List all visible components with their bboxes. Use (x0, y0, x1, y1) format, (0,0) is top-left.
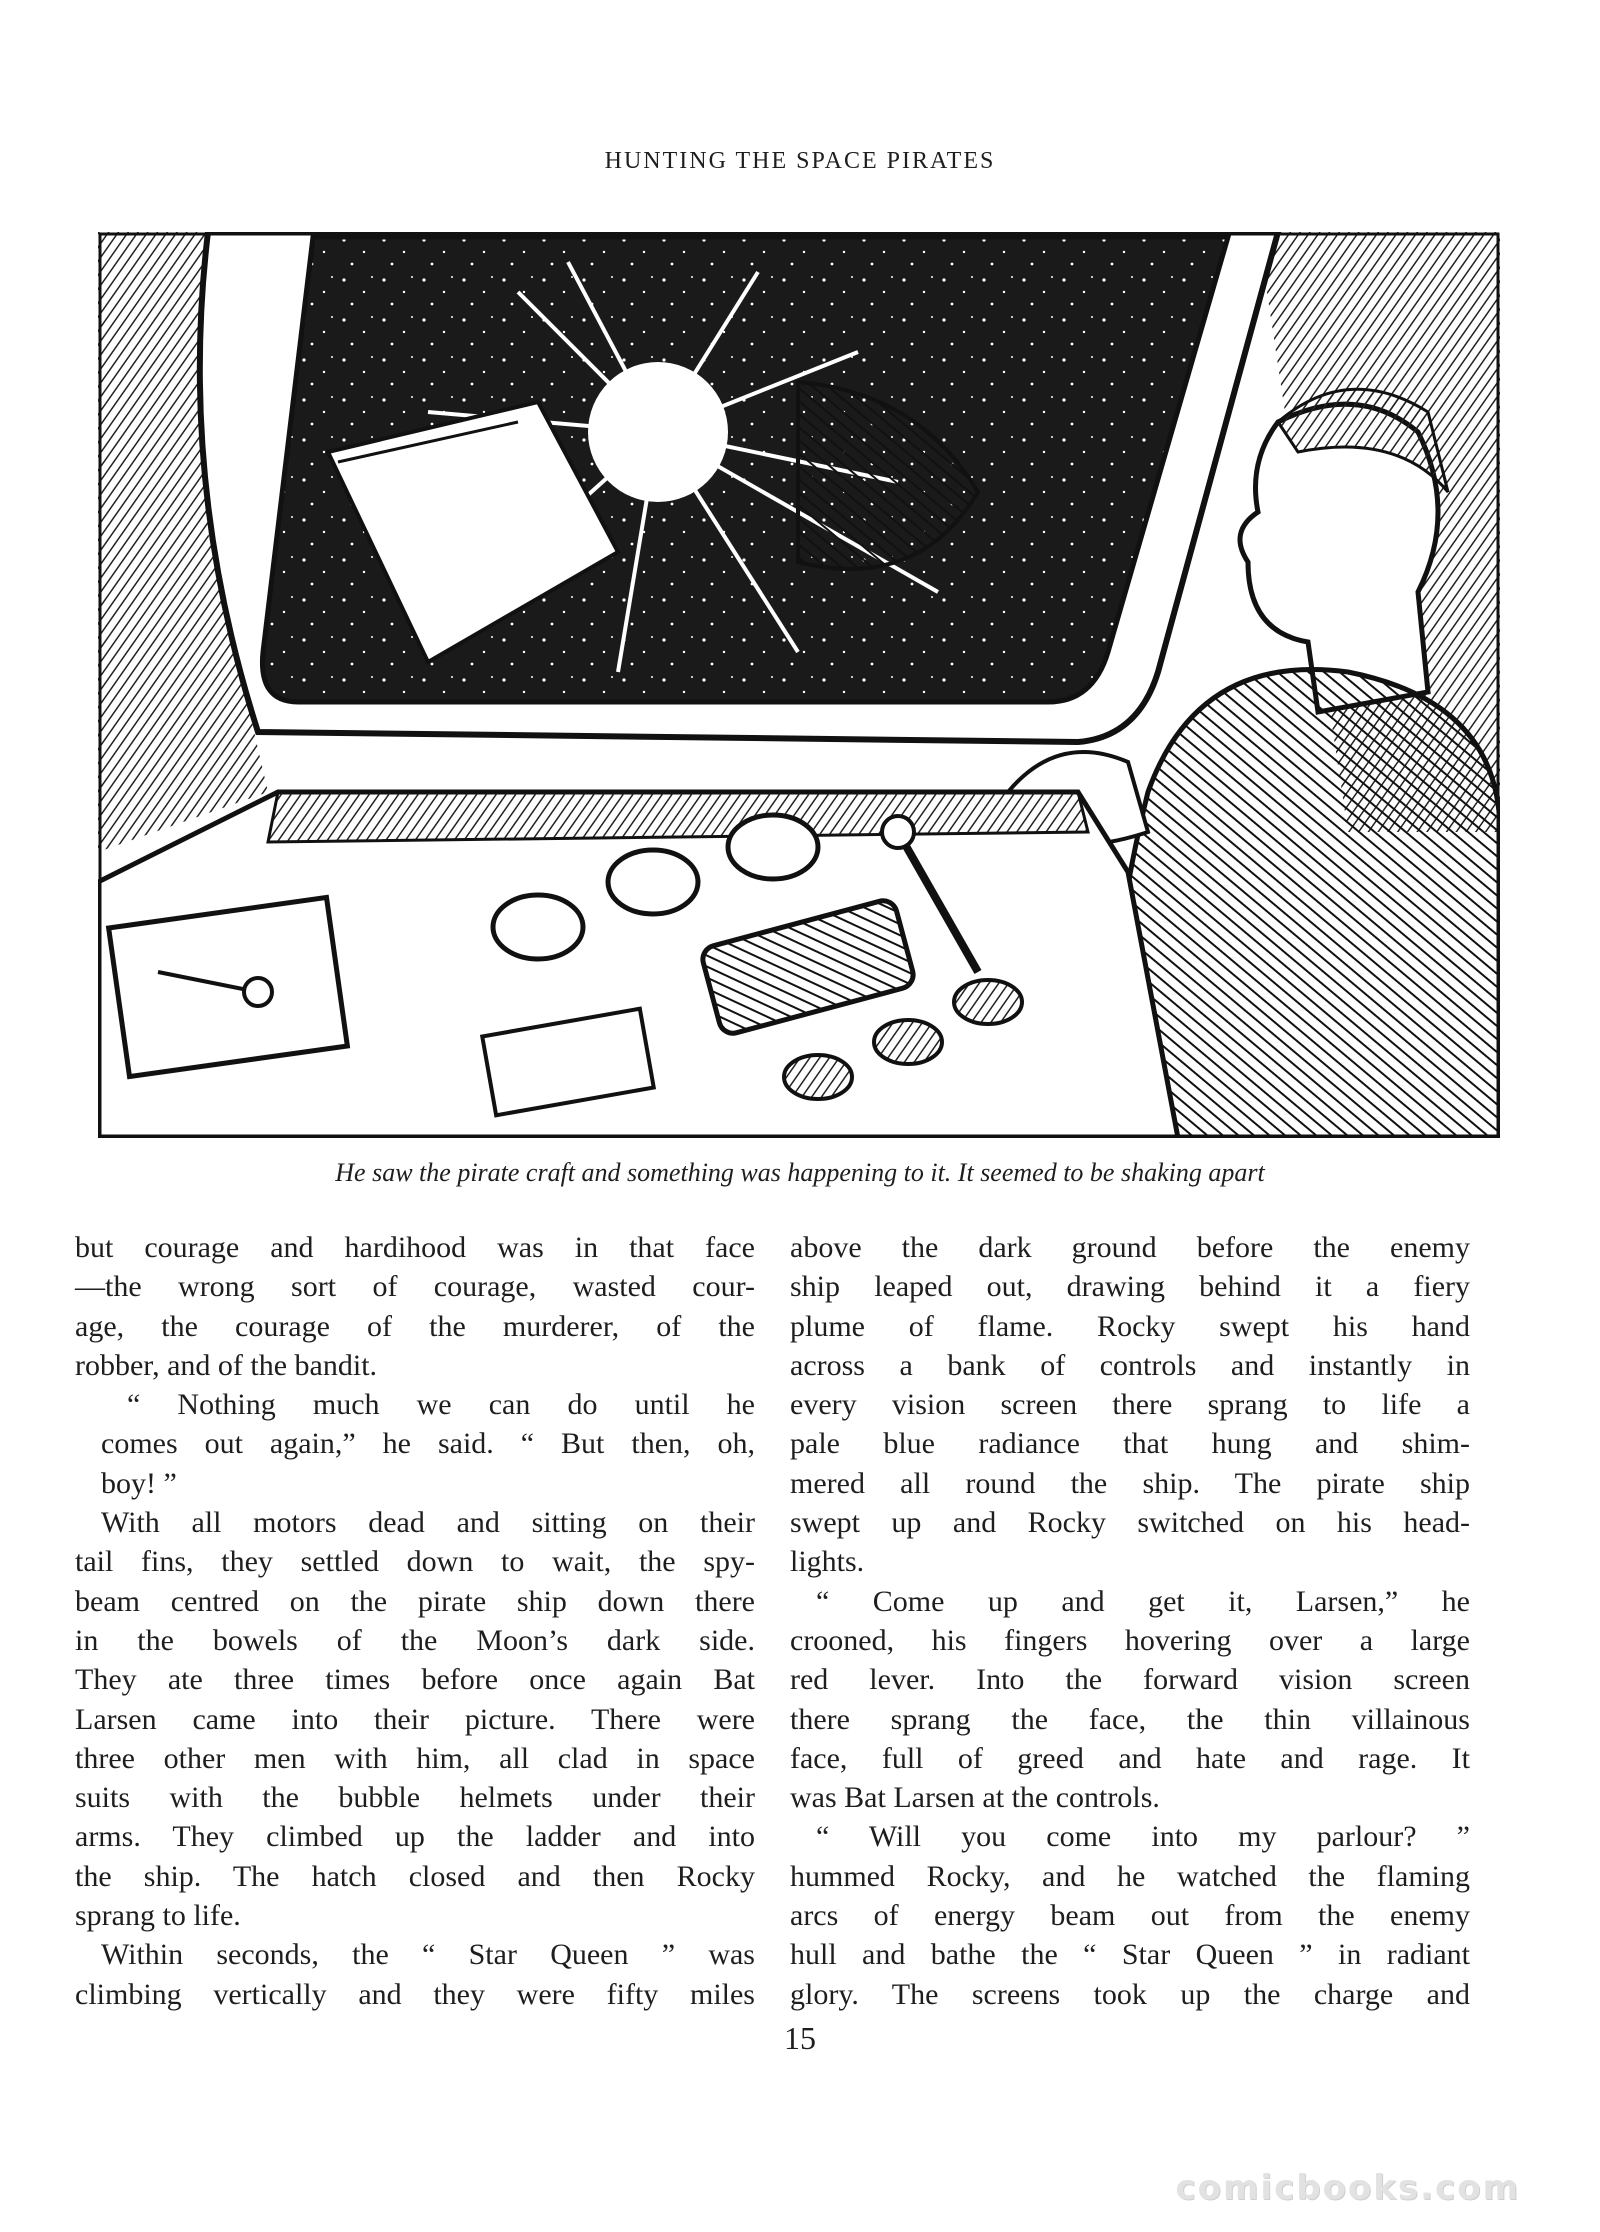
paragraph (75, 1935, 755, 2014)
text-line: swept up and Rocky switched on his head- (790, 1506, 1470, 1540)
text-line: mered all round the ship. The pirate ship (790, 1466, 1470, 1500)
text-line: face, full of greed and hate and rage. It (790, 1741, 1470, 1775)
text-line: above the dark ground before the enemy (790, 1231, 1470, 1264)
cockpit-illustration-svg (98, 232, 1500, 1138)
text-line: Within seconds, the “ Star Queen ” was (101, 1938, 755, 1972)
text-line: comes out again,” he said. “ But then, oh, (101, 1427, 755, 1461)
text-line: arms. They climbed up the ladder and into (75, 1820, 755, 1854)
text-line: robber, and of the bandit. (75, 1348, 378, 1382)
illustration-caption: He saw the pirate craft and something was happening to it. It seemed to be shaking apart (335, 1158, 1265, 1187)
text-line: but courage and hardihood was in that face (75, 1231, 755, 1264)
text-line: boy! ” (101, 1466, 177, 1500)
text-line: lights. (790, 1545, 865, 1579)
text-line: every vision screen there sprang to life a (790, 1388, 1470, 1422)
text-line: beam centred on the pirate ship down there (75, 1584, 755, 1618)
text-line: climbing vertically and they were fifty miles (75, 1977, 755, 2011)
left-column (75, 1228, 755, 2014)
text-line: there sprang the face, the thin villainous (790, 1702, 1470, 1736)
text-line: three other men with him, all clad in space (75, 1741, 755, 1775)
paragraph (75, 1385, 755, 1503)
text-line: “ Nothing much we can do until he (127, 1388, 755, 1422)
text-line: With all motors dead and sitting on their (101, 1506, 755, 1540)
text-line: hull and bathe the “ Star Queen ” in radiant (790, 1938, 1470, 1972)
text-line: pale blue radiance that hung and shim- (790, 1427, 1470, 1461)
text-line: sprang to life. (75, 1899, 241, 1933)
paragraph (75, 1228, 755, 1385)
text-line: plume of flame. Rocky swept his hand (790, 1309, 1470, 1343)
paragraph (790, 1582, 1470, 1818)
text-line: arcs of energy beam out from the enemy (790, 1899, 1470, 1933)
cockpit-illustration (98, 232, 1500, 1138)
text-line: red lever. Into the forward vision screen (790, 1663, 1470, 1697)
text-line: glory. The screens took up the charge and (790, 1977, 1470, 2011)
text-line: hummed Rocky, and he watched the flaming (790, 1859, 1470, 1893)
text-line: was Bat Larsen at the controls. (790, 1781, 1160, 1815)
running-head: HUNTING THE SPACE PIRATES (604, 148, 996, 174)
text-line: tail fins, they settled down to wait, the spy- (75, 1545, 755, 1579)
text-line: —the wrong sort of courage, wasted cour- (75, 1270, 755, 1304)
paragraph (790, 1817, 1470, 2013)
text-line: suits with the bubble helmets under their (75, 1781, 755, 1815)
text-line: across a bank of controls and instantly in (790, 1348, 1470, 1382)
page-number: 15 (784, 2020, 816, 2056)
paragraph (75, 1503, 755, 1935)
text-line: They ate three times before once again Bat (75, 1663, 755, 1697)
text-line: the ship. The hatch closed and then Rocky (75, 1859, 755, 1893)
watermark-logo: comicbooks.com (1175, 2168, 1520, 2208)
text-line: “ Come up and get it, Larsen,” he (816, 1584, 1470, 1618)
text-line: Larsen came into their picture. There were (75, 1702, 755, 1736)
text-line: “ Will you come into my parlour? ” (816, 1820, 1470, 1854)
text-line: in the bowels of the Moon’s dark side. (75, 1623, 755, 1657)
right-column (790, 1228, 1470, 2014)
text-line: crooned, his fingers hovering over a large (790, 1623, 1470, 1657)
text-line: ship leaped out, drawing behind it a fiery (790, 1270, 1470, 1304)
paragraph (790, 1228, 1470, 1582)
text-line: age, the courage of the murderer, of the (75, 1309, 755, 1343)
